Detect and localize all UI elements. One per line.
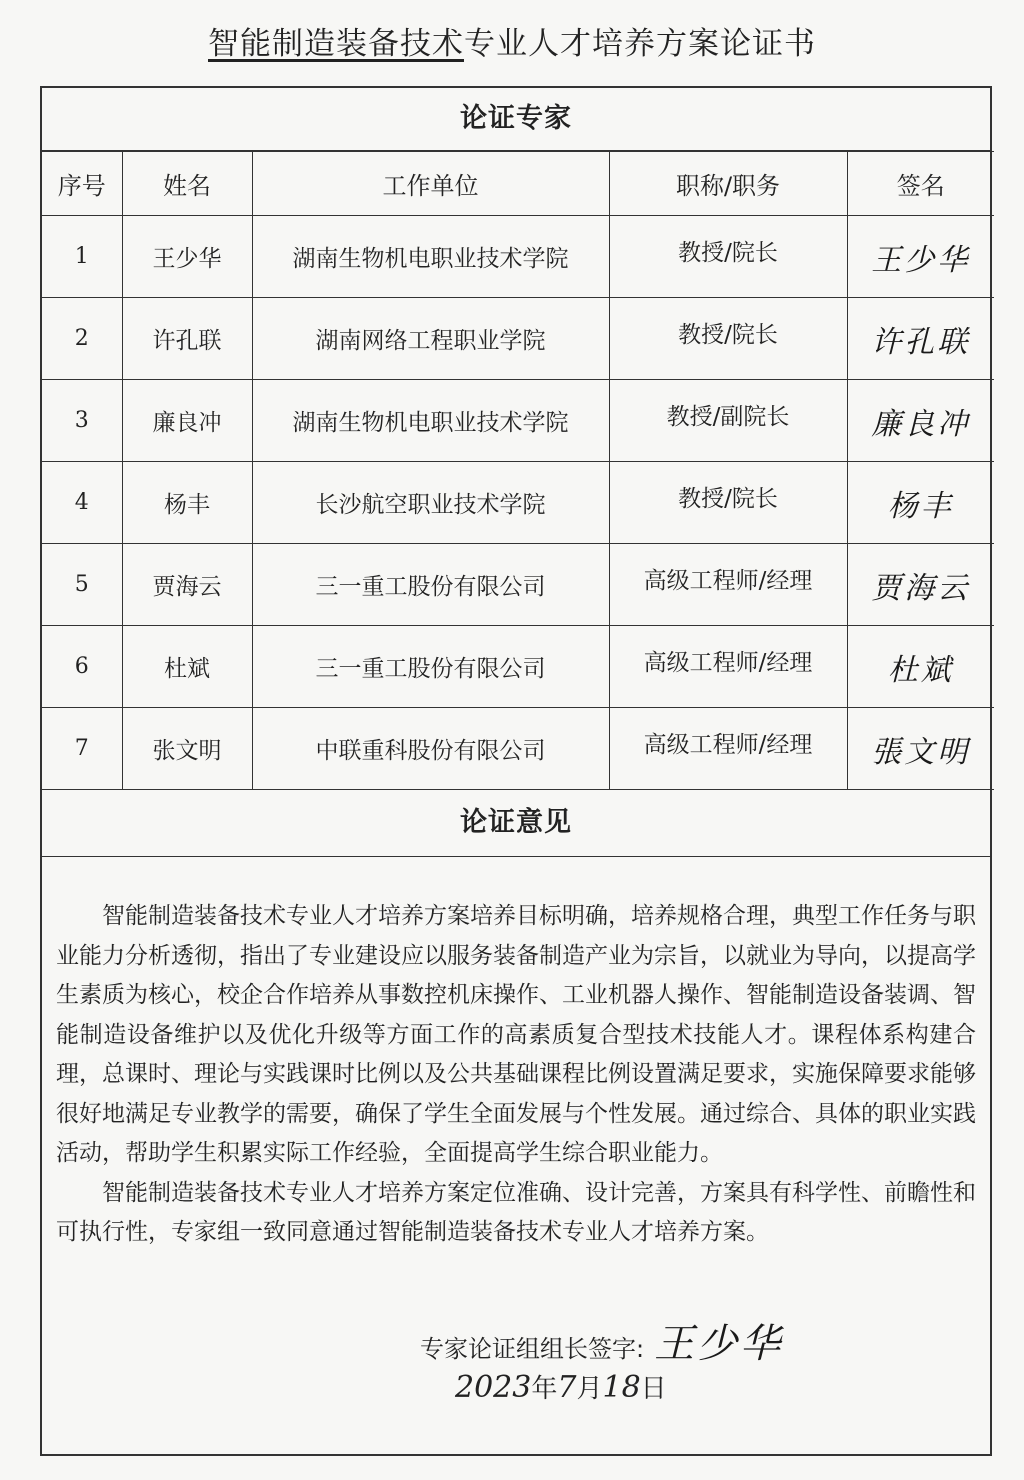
row-title: 高级工程师/经理 — [609, 708, 847, 790]
row-title: 教授/院长 — [609, 216, 847, 298]
col-header-title: 职称/职务 — [609, 152, 847, 216]
table-row — [42, 544, 994, 626]
col-header-no: 序号 — [42, 152, 122, 216]
row-name: 许孔联 — [122, 298, 252, 380]
row-title: 教授/副院长 — [609, 380, 847, 462]
row-title: 教授/院长 — [609, 298, 847, 380]
handwritten-signature: 杨丰 — [887, 488, 954, 524]
document-frame — [40, 86, 992, 1456]
date-month-suffix: 月 — [576, 1374, 603, 1404]
date-year-suffix: 年 — [531, 1374, 558, 1404]
opinion-paragraph: 智能制造装备技术专业人才培养方案培养目标明确，培养规格合理，典型工作任务与职业能力分析透彻，指出了专业建设应以服务装备制造产业为宗旨，以就业为导向，以提高学生素质为核心，校企合作培养从事数控机床操作、工业机器人操作、智能制造设备装调、智能制造设备维护以及优化升级等方面工作的高素质复合型技术技能人才。课程体系构建合理，总课时、理论与实践课时比例以及公共基础课程比例设置满足要求，实施保障要求能够很好地满足专业教学的需要，确保了学生全面发展与个性发展。通过综合、具体的职业实践活动，帮助学生积累实际工作经验，全面提高学生综合职业能力。 — [56, 903, 976, 1166]
row-no: 1 — [42, 216, 122, 298]
handwritten-signature: 贾海云 — [871, 570, 971, 606]
opinion-paragraph: 智能制造装备技术专业人才培养方案定位准确、设计完善，方案具有科学性、前瞻性和可执行性，专家组一致同意通过智能制造装备技术专业人才培养方案。 — [56, 1179, 976, 1245]
handwritten-signature: 王少华 — [871, 242, 971, 278]
row-no: 3 — [42, 380, 122, 462]
row-signature — [847, 462, 994, 544]
row-title: 高级工程师/经理 — [609, 544, 847, 626]
handwritten-signature: 廉良冲 — [871, 406, 971, 442]
row-signature — [847, 626, 994, 708]
row-name: 王少华 — [122, 216, 252, 298]
table-row — [42, 380, 994, 462]
document-title — [0, 18, 1024, 63]
row-unit: 三一重工股份有限公司 — [252, 544, 609, 626]
row-unit: 湖南网络工程职业学院 — [252, 298, 609, 380]
row-signature — [847, 298, 994, 380]
handwritten-signature: 張文明 — [871, 734, 971, 770]
row-name: 张文明 — [122, 708, 252, 790]
row-unit: 中联重科股份有限公司 — [252, 708, 609, 790]
col-header-name: 姓名 — [122, 152, 252, 216]
leader-signature-label: 专家论证组组长签字: — [420, 1335, 645, 1363]
row-no: 4 — [42, 462, 122, 544]
date-day-suffix: 日 — [640, 1374, 667, 1404]
handwritten-signature: 杜斌 — [887, 652, 954, 688]
row-no: 2 — [42, 298, 122, 380]
date-day: 18 — [602, 1370, 641, 1405]
row-name: 杨丰 — [122, 462, 252, 544]
date-month: 7 — [557, 1370, 577, 1405]
row-signature — [847, 216, 994, 298]
row-no: 5 — [42, 544, 122, 626]
row-signature — [847, 544, 994, 626]
row-signature — [847, 380, 994, 462]
table-row — [42, 626, 994, 708]
row-name: 杜斌 — [122, 626, 252, 708]
col-header-unit: 工作单位 — [252, 152, 609, 216]
sign-date — [455, 1368, 667, 1405]
row-name: 廉良冲 — [122, 380, 252, 462]
leader-signature-line — [420, 1312, 783, 1369]
row-no: 6 — [42, 626, 122, 708]
table-row — [42, 708, 994, 790]
col-header-signature: 签名 — [847, 152, 994, 216]
handwritten-signature: 许孔联 — [871, 324, 971, 360]
row-no: 7 — [42, 708, 122, 790]
experts-table — [42, 151, 994, 790]
row-unit: 长沙航空职业技术学院 — [252, 462, 609, 544]
row-title: 高级工程师/经理 — [609, 626, 847, 708]
experts-heading: 论证专家 — [42, 88, 990, 151]
title-underlined: 智能制造装备技术 — [208, 26, 464, 62]
row-signature — [847, 708, 994, 790]
title-rest: 专业人才培养方案论证书 — [464, 26, 816, 62]
table-row — [42, 298, 994, 380]
opinion-body — [42, 857, 990, 1253]
experts-header-row — [42, 152, 994, 216]
date-year: 2023 — [455, 1370, 532, 1405]
row-unit: 三一重工股份有限公司 — [252, 626, 609, 708]
row-unit: 湖南生物机电职业技术学院 — [252, 380, 609, 462]
table-row — [42, 462, 994, 544]
row-unit: 湖南生物机电职业技术学院 — [252, 216, 609, 298]
row-name: 贾海云 — [122, 544, 252, 626]
leader-handwritten-signature: 王少华 — [654, 1321, 784, 1367]
table-row — [42, 216, 994, 298]
opinion-heading: 论证意见 — [42, 790, 990, 857]
row-title: 教授/院长 — [609, 462, 847, 544]
